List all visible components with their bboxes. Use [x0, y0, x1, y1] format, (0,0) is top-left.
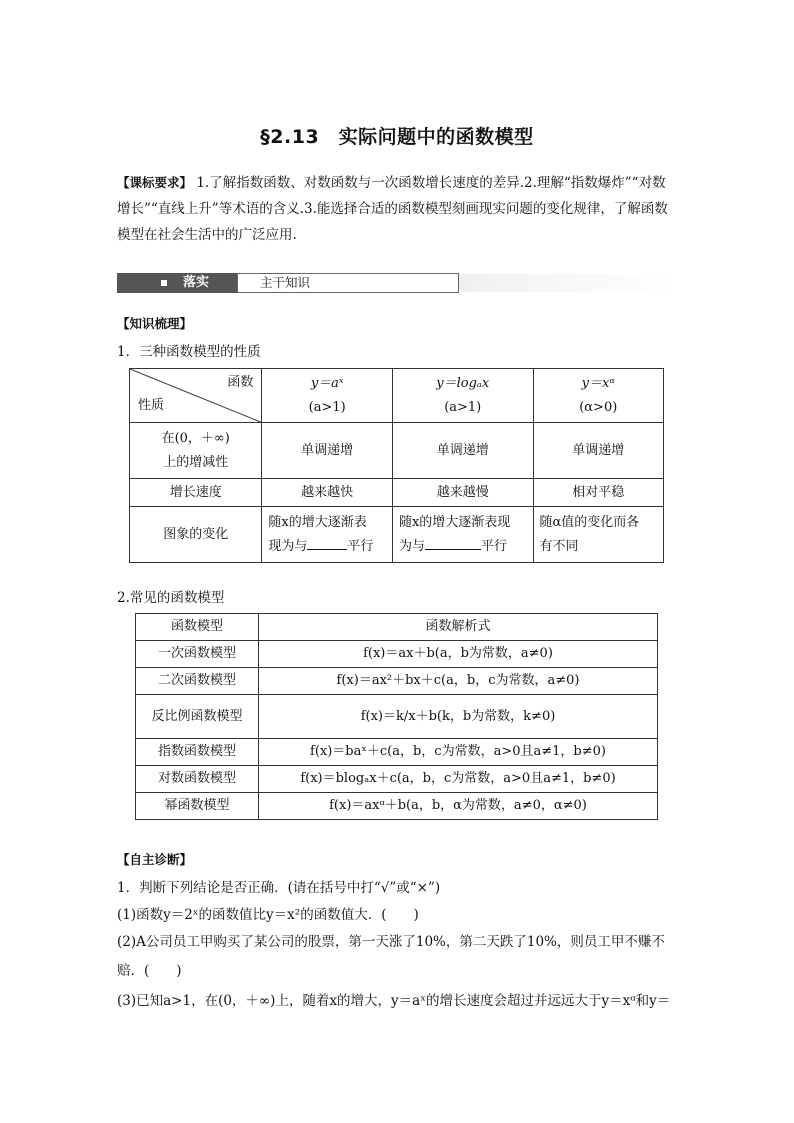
fill-in-blank [425, 535, 481, 550]
knowledge-header: 【知识梳理】 [117, 316, 193, 331]
table1-row-graph [130, 507, 664, 563]
graph-cell-power [533, 507, 664, 563]
banner-left-label: 落实 [183, 275, 210, 290]
row-label-monotonic [130, 423, 262, 479]
col-head-power-formula: y＝xᵅ [581, 375, 615, 391]
col-head-exp-formula: y＝aˣ [310, 375, 344, 391]
three-models-table [129, 368, 664, 563]
col-head-power [533, 369, 664, 423]
model-formula: f(x)＝axᵅ＋b(a，b，α为常数，a≠0，α≠0) [259, 793, 658, 820]
requirements-tag: 【课标要求】 [117, 175, 193, 190]
table2-head-model: 函数模型 [136, 614, 259, 641]
table1-row-monotonic [130, 423, 664, 479]
model-formula: f(x)＝blogₐx＋c(a，b，c为常数，a>0且a≠1，b≠0) [259, 766, 658, 793]
cell-line: 为与 平行 [399, 535, 533, 559]
curriculum-requirements [117, 170, 679, 248]
row-label-graph: 图象的变化 [130, 507, 262, 563]
model-name: 二次函数模型 [136, 668, 259, 695]
table-row [136, 739, 658, 766]
col-head-log [392, 369, 533, 423]
table-cell: 单调递增 [262, 423, 393, 479]
cell-line: 有不同 [539, 538, 579, 554]
model-name: 幂函数模型 [136, 793, 259, 820]
page-title: §2.13 实际问题中的函数模型 [260, 126, 534, 148]
table1-row-speed [130, 479, 664, 507]
graph-cell-log [392, 507, 533, 563]
model-name: 对数函数模型 [136, 766, 259, 793]
common-models-table [135, 613, 658, 820]
table-row [136, 793, 658, 820]
table1-corner-cell [130, 369, 262, 423]
table-cell: 相对平稳 [533, 479, 664, 507]
table-cell: 越来越慢 [392, 479, 533, 507]
table2-header-row [136, 614, 658, 641]
table-row [136, 766, 658, 793]
cell-line: 随x的增大逐渐表现 [398, 514, 511, 530]
col-head-power-cond: (α>0) [579, 399, 618, 415]
col-head-exp [262, 369, 393, 423]
cell-line: 随α值的变化而各 [539, 514, 640, 530]
row-label-line1: 在(0，＋∞) [161, 430, 230, 446]
banner-right-label: 主干知识 [260, 275, 311, 290]
section-banner [117, 270, 677, 296]
graph-cell-exp [262, 507, 393, 563]
col-head-log-cond: (a>1) [444, 399, 482, 415]
banner-light-block [237, 273, 459, 293]
table-cell: 单调递增 [533, 423, 664, 479]
table-row [136, 668, 658, 695]
model-formula: f(x)＝k/x＋b(k，b为常数，k≠0) [259, 695, 658, 739]
model-formula: f(x)＝ax＋b(a，b为常数，a≠0) [259, 641, 658, 668]
requirements-text: 1.了解指数函数、对数函数与一次函数增长速度的差异.2.理解“指数爆炸”“对数增长”“直线上升”等术语的含义.3.能选择合适的函数模型刻画现实问题的变化规律，了解函数模型在社会生活中的广泛应用. [117, 175, 668, 243]
model-name: 反比例函数模型 [136, 695, 259, 739]
model-formula: f(x)＝ax²＋bx＋c(a，b，c为常数，a≠0) [259, 668, 658, 695]
model-name: 指数函数模型 [136, 739, 259, 766]
table-row [136, 641, 658, 668]
table-row [136, 695, 658, 739]
row-label-line2: 上的增减性 [163, 454, 229, 470]
item1-title: 1．三种函数模型的性质 [117, 344, 261, 360]
cell-line: 现为与 平行 [268, 535, 392, 559]
banner-dark-block [117, 273, 237, 293]
statement-2-line2: 赔．( ) [117, 963, 182, 979]
table-cell: 越来越快 [262, 479, 393, 507]
model-formula: f(x)＝baˣ＋c(a，b，c为常数，a>0且a≠1，b≠0) [259, 739, 658, 766]
fill-in-blank [307, 535, 347, 550]
cell-line: 随x的增大逐渐表 [268, 514, 367, 530]
col-head-log-formula: y＝logₐx [436, 375, 490, 391]
item2-title: 2.常见的函数模型 [117, 590, 225, 606]
statement-1: (1)函数y＝2ˣ的函数值比y＝x²的函数值大．( ) [117, 907, 419, 923]
corner-top-label: 函数 [227, 375, 254, 390]
statement-2-line1: (2)A公司员工甲购买了某公司的股票，第一天涨了10%，第二天跌了10%，则员工甲不赚不 [117, 934, 665, 950]
square-bullet-icon [161, 280, 167, 286]
self-diagnosis-header: 【自主诊断】 [117, 852, 193, 867]
table2-head-formula: 函数解析式 [259, 614, 658, 641]
row-label-speed: 增长速度 [130, 479, 262, 507]
table-cell: 单调递增 [392, 423, 533, 479]
model-name: 一次函数模型 [136, 641, 259, 668]
col-head-exp-cond: (a>1) [308, 399, 346, 415]
statement-3: (3)已知a>1，在(0，＋∞)上，随着x的增大，y＝aˣ的增长速度会超过并远远大于y＝xᵅ和y＝ [117, 993, 671, 1009]
question-1: 1．判断下列结论是否正确．(请在括号中打“√”或“×”) [117, 880, 441, 896]
corner-bottom-label: 性质 [138, 398, 165, 413]
